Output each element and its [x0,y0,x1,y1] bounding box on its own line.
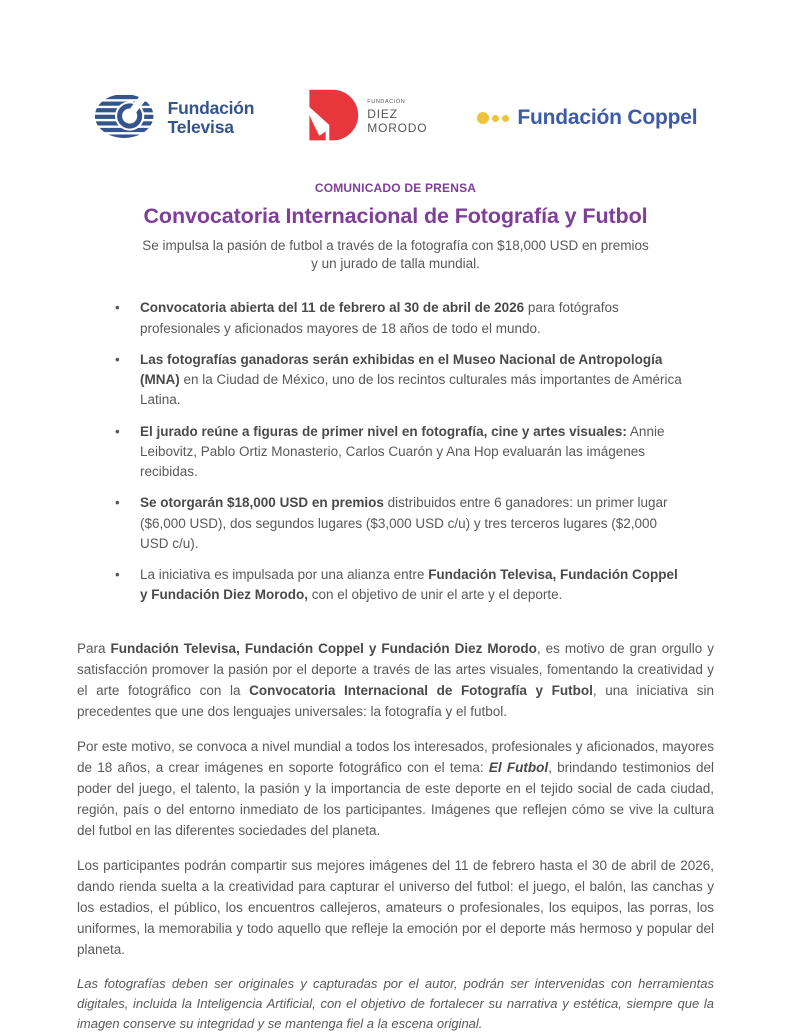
fundacion-televisa-logo [94,92,255,145]
bullet-item-jury: • El jurado reúne a figuras de primer nivel en fotografía, cine y artes visuales: Annie Leibovitz, Pablo Ortiz Monasterio, Carlos Cuarón y Ana Hop evaluarán las imágenes recibidas. [115,423,665,480]
diez-morodo-small-label: FUNDACIÓN [367,99,406,106]
fundacion-coppel-logo [477,106,697,130]
televisa-text-line2: Televisa [167,117,234,137]
televisa-text-line1: Fundación [167,98,255,119]
diez-morodo-text-line2: MORODO [367,120,428,135]
subtitle [77,237,714,273]
coppel-logo-text: Fundación Coppel [517,106,698,129]
subtitle-line2: y un jurado de talla mundial. [311,256,480,272]
bullet-item-prizes: • Se otorgarán $18,000 USD en premios distribuidos entre 6 ganadores: un primer lugar ($6,000 USD), dos segundos lugares ($3,000 USD c/u) y tres terceros lugares ($2,000 USD c/u). [115,495,668,551]
diez-morodo-mark-icon [304,87,360,150]
bullet-marker: • [115,423,120,439]
bullet-item-exhibition: • Las fotografías ganadoras serán exhibidas en el Museo Nacional de Antropología (MNA) en la Ciudad de México, uno de los recintos culturales más importantes de América Latina. [115,351,682,408]
bullet-marker: • [115,300,120,316]
paragraph-call: Por este motivo, se convoca a nivel mundial a todos los interesados, profesionales y aficionados, mayores de 18 años, a crear imágenes en soporte fotográfico con el tema: El Futbol, brindando testimonios del poder del juego, el talento, la pasión y la importancia de este deporte en el tejido social de cada ciudad, región, país o del entorno inmediato de los participantes. Imágenes que reflejen cómo se vive la cultura del futbol en las diferentes sociedades del planeta. [77,738,714,838]
televisa-logo-text [168,99,255,136]
bullet-marker: • [115,567,120,583]
bullet-item-dates: • Convocatoria abierta del 11 de febrero al 30 de abril de 2026 para fotógrafos profesionales y aficionados mayores de 18 años de todo el mundo. [115,300,619,336]
bullet-marker: • [115,351,120,367]
televisa-eye-icon [94,92,158,145]
paragraph-intro: Para Fundación Televisa, Fundación Coppel y Fundación Diez Morodo, es motivo de gran orgullo y satisfacción promover la pasión por el deporte a través de las artes visuales, fomentando la creatividad y el arte fotográfico con la Convocatoria Internacional de Fotografía y Futbol, una iniciativa sin precedentes que une dos lenguajes universales: la fotografía y el futbol. [77,640,714,719]
diez-morodo-text-line1: DIEZ [367,106,398,121]
paragraph-participation: Los participantes podrán compartir sus mejores imágenes del 11 de febrero hasta el 30 de abril de 2026, dando rienda suelta a la creatividad para capturar el universo del futbol: el juego, el balón, las canchas y los estadios, el público, los encuentros callejeros, amateurs o profesionales, los equipos, las porras, los uniformes, la memorabilia y todo aquello que refleje la emoción por el deporte más hermoso y popular del planeta. [77,857,714,957]
key-points-list [115,298,688,605]
bullet-item-alliance: • La iniciativa es impulsada por una alianza entre Fundación Televisa, Fundación Coppel y Fundación Diez Morodo, con el objetivo de unir el arte y el deporte. [115,567,678,603]
fundacion-diez-morodo-logo [304,87,427,150]
coppel-dots-icon [477,112,509,124]
press-release-label: COMUNICADO DE PRENSA [314,181,477,195]
subtitle-line1: Se impulsa la pasión de futbol a través de la fotografía con $18,000 USD en premios [142,238,649,253]
body-copy [77,638,714,1034]
diez-morodo-logo-text [367,100,427,135]
paragraph-rules-note: Las fotografías deben ser originales y capturadas por el autor, podrán ser intervenidas con herramientas digitales, incluida la Inteligencia Artificial, con el objetivo de fortalecer su narrativa y estética, siempre que la imagen conserve su integridad y se mantenga fiel a la escena original. [77,975,714,1031]
page-title: Convocatoria Internacional de Fotografía y Futbol [143,204,648,228]
logo-row [77,0,714,150]
bullet-marker: • [115,495,120,511]
